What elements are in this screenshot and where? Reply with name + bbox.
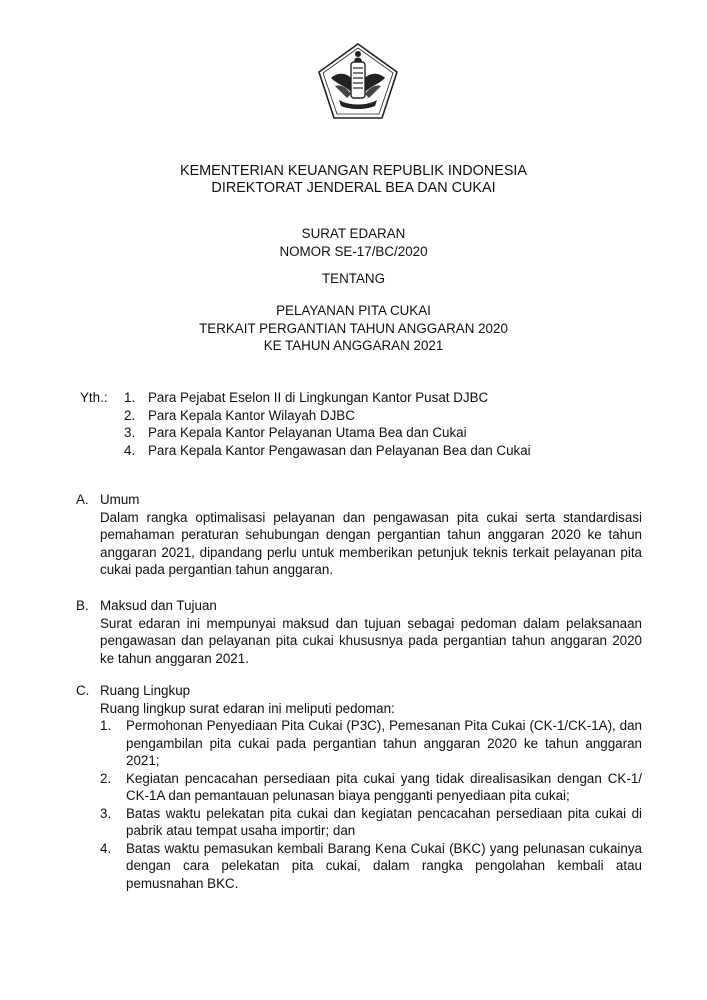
item-number: 4. (124, 442, 136, 458)
addressee-text: Para Kepala Kantor Pengawasan dan Pelayanan Bea dan Cukai (148, 442, 531, 458)
addressee-item (124, 407, 531, 425)
section-letter: B. (76, 598, 89, 613)
addressee-text: Para Kepala Kantor Wilayah DJBC (148, 407, 355, 423)
addressee-list (124, 389, 531, 459)
ministry-emblem-icon (317, 42, 399, 120)
subject-line: PELAYANAN PITA CUKAI (276, 303, 431, 318)
section-ruang-lingkup (76, 682, 642, 892)
subject-line: KE TAHUN ANGGARAN 2021 (263, 338, 444, 353)
scope-text: Kegiatan pencacahan persediaan pita cukai yang tidak direalisasikan dengan CK-1/ CK-1A dan pemantauan pelunasan biaya pengganti penyediaan pita cukai; (126, 770, 642, 803)
scope-text: Batas waktu pemasukan kembali Barang Kena Cukai (BKC) yang pelunasan cukainya dengan cara pelekatan pita cukai, dalam rangka pengolahan kembali atau pemusnahan BKC. (126, 840, 642, 891)
item-number: 3. (124, 425, 136, 440)
addressee-text: Para Pejabat Eselon II di Lingkungan Kantor Pusat DJBC (148, 390, 489, 405)
scope-text: Permohonan Penyediaan Pita Cukai (P3C), Pemesanan Pita Cukai (CK-1/CK-1A), dan pengambilan pita cukai pada pergantian tahun anggaran 2020 ke tahun anggaran 2021; (126, 718, 642, 768)
directorate-name: DIREKTORAT JENDERAL BEA DAN CUKAI (211, 180, 496, 196)
addressee-item (124, 424, 531, 442)
item-number: 1. (124, 390, 136, 405)
scope-list (76, 717, 642, 892)
section-title: Maksud dan Tujuan (100, 598, 217, 613)
section-intro: Ruang lingkup surat edaran ini meliputi pedoman: (100, 700, 395, 716)
section-heading (76, 682, 642, 700)
section-letter: A. (76, 492, 89, 507)
scope-item (100, 805, 642, 840)
section-title: Umum (100, 492, 140, 507)
item-number: 4. (100, 840, 112, 856)
circular-title (0, 225, 707, 260)
item-number: 2. (124, 407, 136, 423)
addressee-text: Para Kepala Kantor Pelayanan Utama Bea dan Cukai (148, 425, 467, 440)
section-maksud-tujuan (76, 597, 642, 667)
section-heading (76, 491, 642, 509)
section-umum (76, 491, 642, 579)
section-body: Dalam rangka optimalisasi pelayanan dan pengawasan pita cukai serta standardisasi pemahaman peraturan sehubungan dengan pergantian tahun anggaran 2020 ke tahun anggaran 2021, dipandang perlu untuk memberikan petunjuk teknis terkait pelayanan pita cukai pada pergantian tahun anggaran. (100, 509, 642, 577)
section-title: Ruang Lingkup (100, 683, 191, 698)
doc-number: NOMOR SE-17/BC/2020 (279, 243, 428, 259)
section-letter: C. (76, 683, 90, 698)
subject-title (0, 302, 707, 355)
addressee-item (124, 442, 531, 460)
scope-text: Batas waktu pelekatan pita cukai dan kegiatan pencacahan persediaan pita cukai di pabrik atau tempat usaha importir; dan (126, 805, 642, 838)
addressee-label: Yth.: (80, 390, 108, 405)
subject-line: TERKAIT PERGANTIAN TAHUN ANGGARAN 2020 (199, 320, 508, 336)
scope-item (100, 717, 642, 770)
tentang-label: TENTANG (322, 271, 385, 286)
item-number: 2. (100, 770, 112, 786)
doc-type: SURAT EDARAN (301, 226, 406, 241)
section-body: Surat edaran ini mempunyai maksud dan tujuan sebagai pedoman dalam pelaksanaan pengawasan dan pelayanan pita cukai khususnya pada pergantian tahun anggaran 2020 ke tahun anggaran 2021. (100, 615, 642, 666)
section-heading (76, 597, 642, 615)
ministry-header (0, 163, 707, 197)
item-number: 3. (100, 805, 112, 821)
scope-item (100, 770, 642, 805)
addressee-item (124, 389, 531, 407)
scope-item (100, 840, 642, 893)
ministry-name: KEMENTERIAN KEUANGAN REPUBLIK INDONESIA (179, 163, 528, 179)
item-number: 1. (100, 718, 112, 733)
